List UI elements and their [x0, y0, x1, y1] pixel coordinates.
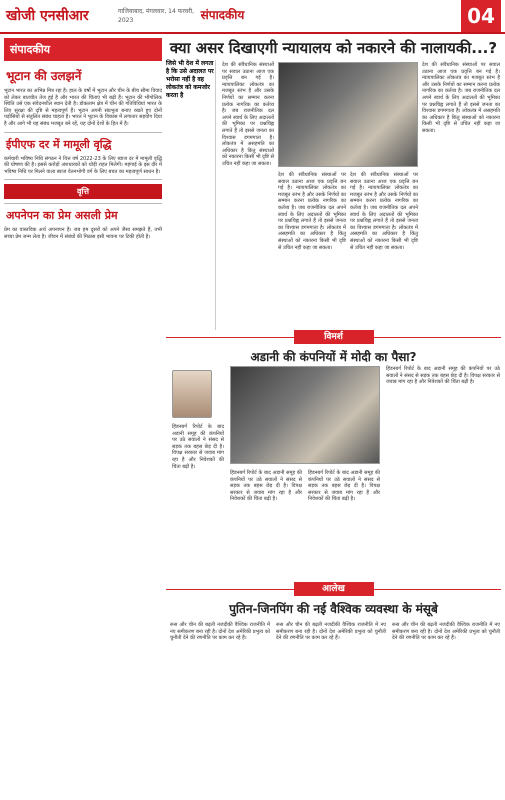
pull-quote: जिसे भी देश में लगता है कि उसे अदालत पर भरोसा नहीं है वह लोकतंत्र को कमजोर करता है	[166, 60, 214, 99]
pull-quote-column	[166, 60, 216, 330]
editorial-text-1: भूटान भारत का अभिन्न मित्र रहा है। हाल के वर्षों में भूटान और चीन के बीच सीमा विवाद को लेकर बातचीत तेज हुई है और भारत की चिंताएं भी बढ़ी हैं। भूटान की भौगोलिक स्थिति उसे एक संवेदनशील स्थान देती है। डोकलाम क्षेत्र में चीन की गतिविधियां भारत के लिए सुरक्षा की दृष्टि से महत्वपूर्ण हैं। भूटान अपनी संप्रभुता बनाए रखते हुए दोनों पड़ोसियों से संतुलित संबंध चाहता है। भारत ने भूटान के विकास में लगातार सहयोग दिया है और आगे भी यह संबंध मजबूत बने रहें, यह दोनों देशों के हित में है।	[4, 88, 162, 127]
left-column	[4, 38, 162, 796]
vimarsh-divider	[166, 330, 501, 344]
divider	[4, 203, 162, 204]
second-headline: अडानी की कंपनियों में मोदी का पैसा?	[250, 350, 417, 364]
third-article-col-3: रूस और चीन की बढ़ती नजदीकी वैश्विक राजनीति में नए समीकरण बना रही है। दोनों देश अमेरिकी प्रभुत्व को चुनौती देने की रणनीति पर काम कर रहे हैं।	[392, 622, 500, 642]
main-article-col-1: देश की संवैधानिक संस्थाओं पर सवाल उठाना आज एक प्रवृत्ति बन गई है। न्यायपालिका लोकतंत्र का मजबूत स्तंभ है और उसके निर्णयों का सम्मान करना प्रत्येक नागरिक का कर्तव्य है। जब राजनीतिक दल अपने स्वार्थ के लिए अदालतों की भूमिका पर प्रश्नचिह्न लगाते हैं तो इससे जनता का विश्वास डगमगाता है। लोकतंत्र में असहमति का अधिकार है किंतु संस्थाओं को नकारना किसी भी दृष्टि से उचित नहीं कहा जा सकता।	[222, 62, 274, 167]
editorial-headline-2: ईपीएफ दर में मामूली वृद्धि	[6, 137, 112, 151]
aalekh-divider	[166, 582, 501, 596]
editorial-headline-1: भूटान की उलझनें	[6, 69, 82, 83]
aalekh-label: आलेख	[294, 582, 374, 596]
second-article-col-1: हिंडनबर्ग रिपोर्ट के बाद अडानी समूह की कंपनियों पर उठे सवालों ने संसद से सड़क तक बहस छेड़ दी है। विपक्ष सरकार से जवाब मांग रहा है और निवेशकों की चिंता बढ़ी है।	[172, 424, 224, 470]
third-article-col-2: रूस और चीन की बढ़ती नजदीकी वैश्विक राजनीति में नए समीकरण बना रही है। दोनों देश अमेरिकी प्रभुत्व को चुनौती देने की रणनीति पर काम कर रहे हैं।	[276, 622, 386, 642]
second-photo	[230, 366, 380, 464]
page-number: 04	[461, 0, 501, 32]
masthead	[0, 0, 505, 34]
editorial-headline-3: अपनेपन का प्रेम असली प्रेम	[6, 209, 118, 223]
columnist-photo	[172, 370, 212, 418]
vritti-label: वृत्ति	[4, 184, 162, 199]
editorial-band: संपादकीय	[4, 38, 162, 61]
second-article-col-4: हिंडनबर्ग रिपोर्ट के बाद अडानी समूह की कंपनियों पर उठे सवालों ने संसद से सड़क तक बहस छेड़ दी है। विपक्ष सरकार से जवाब मांग रहा है और निवेशकों की चिंता बढ़ी है।	[386, 366, 500, 386]
third-headline: पुतिन-जिनपिंग की नई वैश्विक व्यवस्था के मंसूबे	[229, 602, 438, 616]
third-article-col-1: रूस और चीन की बढ़ती नजदीकी वैश्विक राजनीति में नए समीकरण बना रही है। दोनों देश अमेरिकी प्रभुत्व को चुनौती देने की रणनीति पर काम कर रहे हैं।	[170, 622, 270, 642]
editorial-text-2: कर्मचारी भविष्य निधि संगठन ने वित्त वर्ष 2022-23 के लिए ब्याज दर में मामूली वृद्धि की घोषणा की है। इससे करोड़ों अंशधारकों को थोड़ी राहत मिलेगी। महंगाई के इस दौर में भविष्य निधि पर मिलने वाला ब्याज वेतनभोगी वर्ग के लिए बचत का महत्वपूर्ण साधन है।	[4, 155, 162, 175]
section-title: संपादकीय	[200, 8, 245, 22]
newspaper-logo: खोजी एनसीआर	[6, 8, 89, 24]
main-article-col-3: देश की संवैधानिक संस्थाओं पर सवाल उठाना आज एक प्रवृत्ति बन गई है। न्यायपालिका लोकतंत्र का मजबूत स्तंभ है और उसके निर्णयों का सम्मान करना प्रत्येक नागरिक का कर्तव्य है। जब राजनीतिक दल अपने स्वार्थ के लिए अदालतों की भूमिका पर प्रश्नचिह्न लगाते हैं तो इससे जनता का विश्वास डगमगाता है। लोकतंत्र में असहमति का अधिकार है किंतु संस्थाओं को नकारना किसी भी दृष्टि से उचित नहीं कहा जा सकता।	[350, 172, 418, 251]
main-headline: क्या असर दिखाएगी न्यायालय को नकारने की नालायकी...?	[169, 39, 498, 57]
divider	[4, 132, 162, 133]
main-article-col-4: देश की संवैधानिक संस्थाओं पर सवाल उठाना आज एक प्रवृत्ति बन गई है। न्यायपालिका लोकतंत्र का मजबूत स्तंभ है और उसके निर्णयों का सम्मान करना प्रत्येक नागरिक का कर्तव्य है। जब राजनीतिक दल अपने स्वार्थ के लिए अदालतों की भूमिका पर प्रश्नचिह्न लगाते हैं तो इससे जनता का विश्वास डगमगाता है। लोकतंत्र में असहमति का अधिकार है किंतु संस्थाओं को नकारना किसी भी दृष्टि से उचित नहीं कहा जा सकता।	[422, 62, 500, 134]
divider	[4, 179, 162, 180]
dateline: गाजियाबाद, मंगलवार, 14 फरवरी, 2023	[118, 8, 195, 24]
vimarsh-label: विमर्श	[294, 330, 374, 344]
second-article-col-3: हिंडनबर्ग रिपोर्ट के बाद अडानी समूह की कंपनियों पर उठे सवालों ने संसद से सड़क तक बहस छेड़ दी है। विपक्ष सरकार से जवाब मांग रहा है और निवेशकों की चिंता बढ़ी है।	[308, 470, 380, 503]
editorial-text-3: प्रेम का वास्तविक अर्थ अपनापन है। जब हम दूसरों को अपने जैसा समझते हैं, तभी सच्चा प्रेम जन्म लेता है। जीवन में संबंधों की मिठास इसी भावना पर टिकी होती है।	[4, 227, 162, 240]
lead-photo	[278, 62, 418, 167]
second-article-col-2: हिंडनबर्ग रिपोर्ट के बाद अडानी समूह की कंपनियों पर उठे सवालों ने संसद से सड़क तक बहस छेड़ दी है। विपक्ष सरकार से जवाब मांग रहा है और निवेशकों की चिंता बढ़ी है।	[230, 470, 302, 503]
main-article-col-2: देश की संवैधानिक संस्थाओं पर सवाल उठाना आज एक प्रवृत्ति बन गई है। न्यायपालिका लोकतंत्र का मजबूत स्तंभ है और उसके निर्णयों का सम्मान करना प्रत्येक नागरिक का कर्तव्य है। जब राजनीतिक दल अपने स्वार्थ के लिए अदालतों की भूमिका पर प्रश्नचिह्न लगाते हैं तो इससे जनता का विश्वास डगमगाता है। लोकतंत्र में असहमति का अधिकार है किंतु संस्थाओं को नकारना किसी भी दृष्टि से उचित नहीं कहा जा सकता।	[278, 172, 346, 251]
